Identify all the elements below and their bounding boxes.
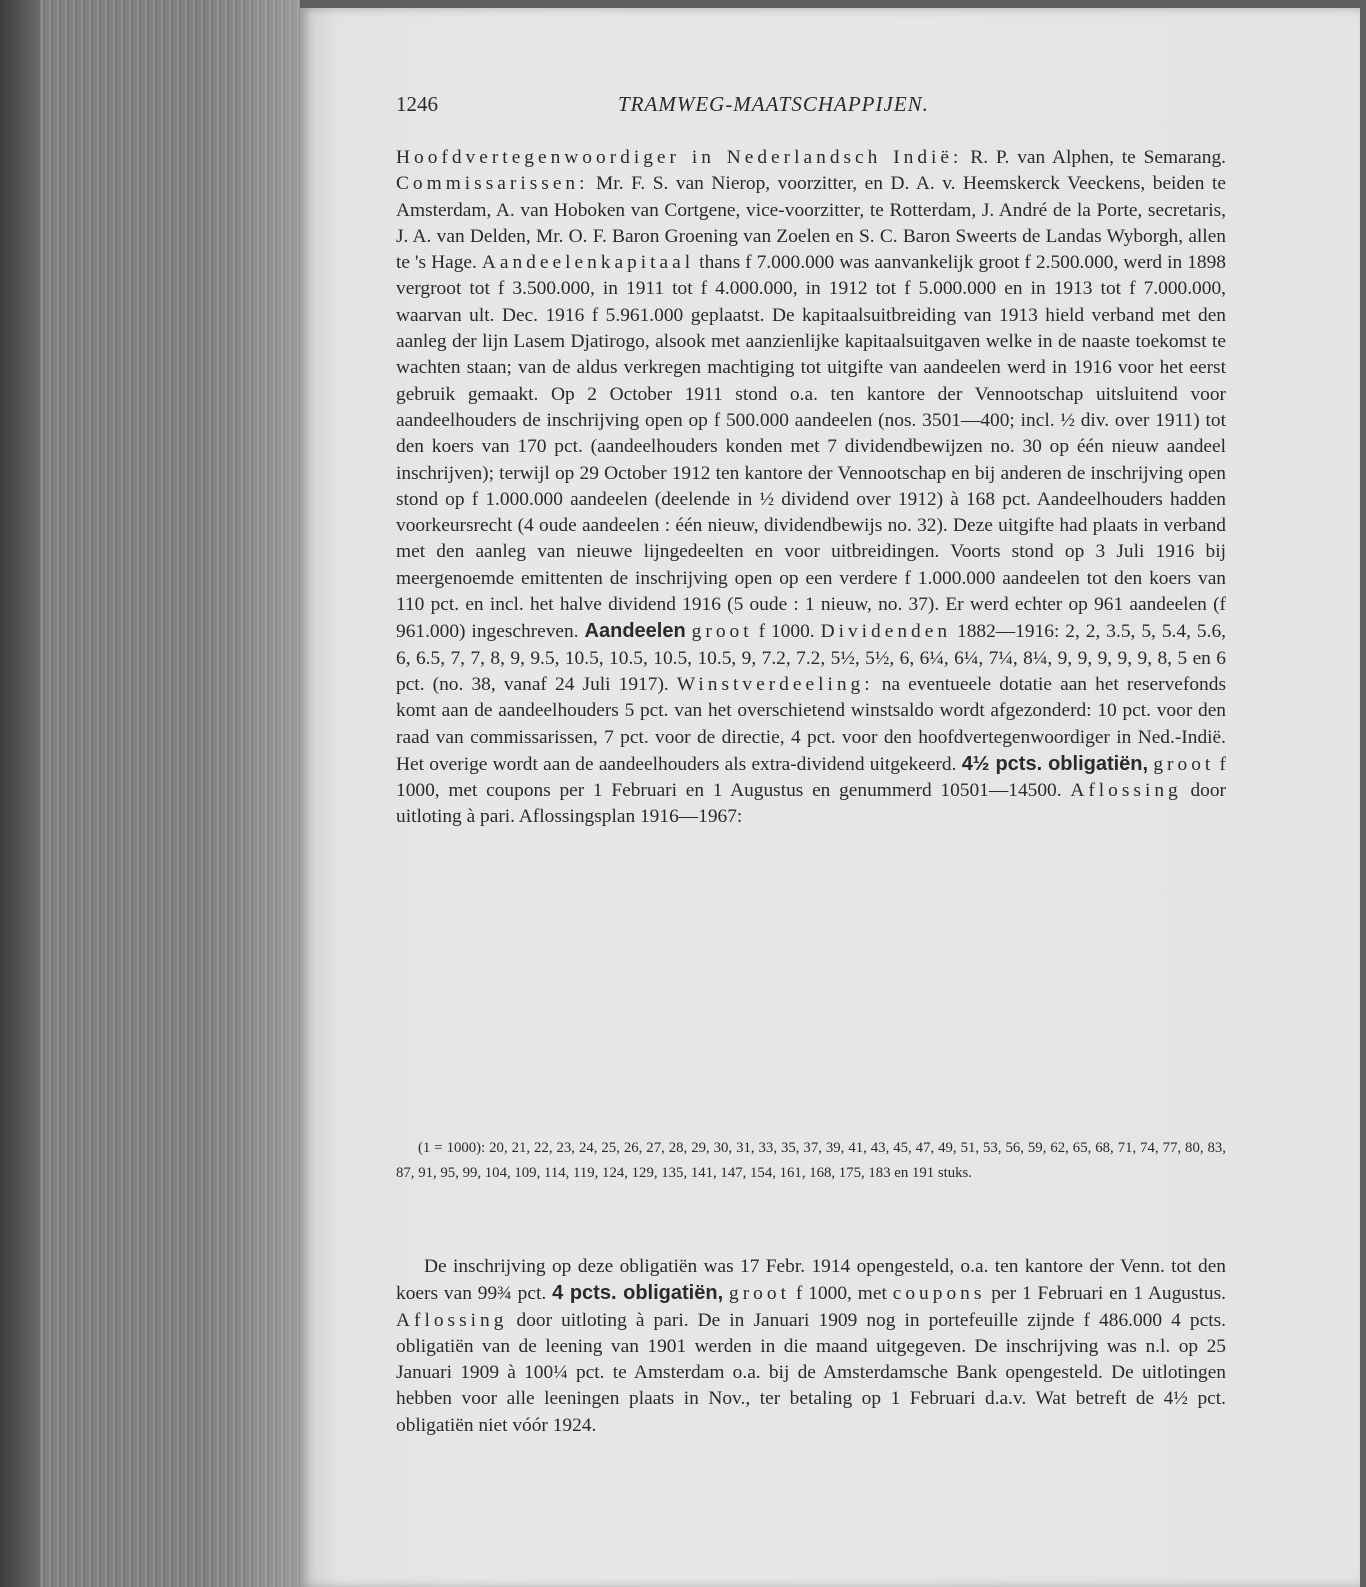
page-header: [396, 92, 1226, 122]
label-aflossing: Aflossing: [396, 1309, 508, 1331]
label-obligatien-4-5: 4½ pcts. obligatiën,: [961, 752, 1149, 775]
text-segment: per 1 Februari en 1 Augustus.: [985, 1283, 1226, 1305]
label-groot: groot: [729, 1283, 790, 1305]
label-winstverdeeling: Winstverdeeling:: [676, 673, 874, 695]
book-page-edges: [0, 0, 300, 1587]
text-segment: f 1000, met coupons per 1 Februari en 1 Augustus en genummerd 10501—14500.: [396, 753, 1226, 802]
label-groot: groot: [691, 621, 753, 643]
text-segment: thans f 7.000.000 was aanvankelijk groot f 2.500.000, werd in 1898 vergroot tot f 3.500.000, in 1911 tot f 4.000.000, in 1912 tot f 5.000.000 en in 1913 tot f 7.000.000, waarvan ult. Dec. 1916 f 5.961.000 geplaatst. De kapitaalsuitbreiding van 1913 hield verband met den aanleg der lijn Lasem Djatirogo, alsook met aanzienlijke kapitaalsuitgaven welke in de naaste toekomst te wachten staan; van de aldus verkregen machtiging tot uitgifte van aandeelen werd in 1916 voor het eerst gebruik gemaakt. Op 2 October 1911 stond o.a. ten kantore der Vennootschap uitsluitend voor aandeelhouders de inschrijving open op f 500.000 aandeelen (nos. 3501—400; incl. ½ div. over 1911) tot den koers van 170 pct. (aandeelhouders konden met 7 dividendbewijzen no. 30 op één nieuw aandeel inschrijven); terwijl op 29 October 1912 ten kantore der Vennootschap en bij anderen de inschrijving open stond op f 1.000.000 aandeelen (deelende in ½ dividend over 1912) à 168 pct. Aandeelhouders hadden voorkeursrecht (4 oude aandeelen : één nieuw, dividendbewijs no. 32). Deze uitgifte had plaats in verband met den aanleg van nieuwe lijngedeelten en voor uitbreidingen. Voorts stond op 3 Juli 1916 bij meergenoemde emittenten de inschrijving open op een verdere f 1.000.000 aandeelen tot den koers van 110 pct. en incl. het halve dividend 1916 (5 oude : 1 nieuw, no. 37). Er werd echter op 961 aandeelen (f 961.000) ingeschreven.: [396, 252, 1227, 643]
text-segment: 1882—1916: 2, 2, 3.5, 5, 5.4, 5.6, 6, 6.5, 7, 7, 8, 9, 9.5, 10.5, 10.5, 10.5, 10.5, 9, 7.2, 7.2, 5½, 5½, 6, 6¼, 6¼, 7¼, 8¼, 9, 9, 9, 9, 9, 8, 5 en 6 pct. (no. 38, vanaf 24 Juli 1917).: [396, 621, 1226, 695]
label-aandeelen: Aandeelen: [584, 620, 686, 643]
label-hoofdvertegenwoordiger: Hoofdvertegenwoordiger in Nederlandsch Indië:: [396, 147, 963, 168]
running-title: TRAMWEG-MAATSCHAPPIJEN.: [618, 92, 929, 116]
label-coupons: coupons: [892, 1283, 986, 1305]
text-segment: door uitloting à pari. De in Januari 1909 nog in portefeuille zijnde f 486.000 4 pcts. obligatiën van de leening van 1901 werden in die maand uitgegeven. De inschrijving was n.l. op 25 Januari 1909 à 100¼ pct. te Amsterdam o.a. bij de Amsterdamsche Bank opengesteld. De uitlotingen hebben voor alle leeningen plaats in Nov., ter betaling op 1 Februari d.a.v. Wat betreft de 4½ pct. obligatiën niet vóór 1924.: [396, 1309, 1226, 1436]
text-segment: f 1000, met: [789, 1283, 893, 1305]
text-segment: R. P. van Alphen, te Semarang.: [962, 147, 1226, 168]
label-obligatien-4: 4 pcts. obligatiën,: [552, 1282, 724, 1305]
label-aflossing: Aflossing: [1070, 780, 1182, 802]
text-segment: De inschrijving op deze obligatiën was 17 Febr. 1914 opengesteld, o.a. ten kantore der Venn. tot den koers van 99¾ pct.: [396, 1256, 1226, 1305]
paragraph-company-details: [396, 145, 1226, 831]
text-segment: f 1000.: [752, 621, 821, 643]
label-aandeelenkapitaal: Aandeelenkapitaal: [481, 252, 695, 274]
page-number: 1246: [396, 92, 438, 116]
text-segment: Mr. F. S. van Nierop, voorzitter, en D. A. v. Heemskerck Veeckens, beiden te Amsterdam, A. van Hoboken van Cortgene, vice-voorzitter, te Rotterdam, J. André de la Porte, secretaris, J. A. van Delden, Mr. O. F. Baron Groening van Zoelen en S. C. Baron Sweerts de Landas Wyborgh, allen te 's Hage.: [396, 173, 1226, 274]
label-commissarissen: Commissarissen:: [396, 173, 589, 195]
text-segment: door uitloting à pari. Aflossingsplan 1916—1967:: [396, 780, 1226, 828]
paragraph-obligations: [396, 1254, 1226, 1439]
text-segment: na eventueele dotatie aan het reservefonds komt aan de aandeelhouders 5 pct. van het overschietend winstsaldo wordt afgezonderd: 10 pct. voor den raad van commissarissen, 7 pct. voor de directie, 4 pct. voor den hoofdvertegenwoordiger in Ned.-Indië. Het overige wordt aan de aandeelhouders als extra-dividend uitgekeerd.: [396, 673, 1226, 775]
amortization-schedule: (1 = 1000): 20, 21, 22, 23, 24, 25, 26, 27, 28, 29, 30, 31, 33, 35, 37, 39, 41, 43, 45, 47, 49, 51, 53, 56, 59, 62, 65, 68, 71, 74, 77, 80, 83, 87, 91, 95, 99, 104, 109, 114, 119, 124, 129, 135, 141, 147, 154, 161, 168, 175, 183 en 191 stuks.: [396, 1140, 1226, 1181]
label-groot: groot: [1153, 753, 1215, 775]
label-dividenden: Dividenden: [820, 621, 952, 643]
book-page: [300, 8, 1360, 1587]
